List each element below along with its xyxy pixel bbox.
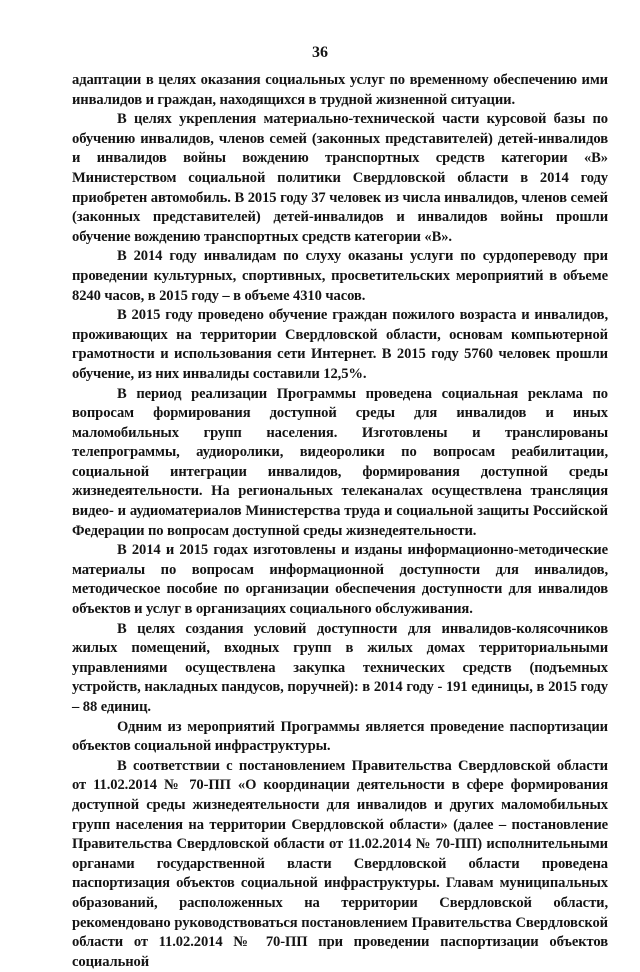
document-body xyxy=(72,71,608,972)
paragraph-training-base: В целях укрепления материально-технической части курсовой базы по обучению инвалидов, членов семей (законных представителей) детей-инвалидов и инвалидов войны вождению транспортных средств категории «В» Министерством социальной политики Свердловской области в 2014 году приобретен автомобиль. В 2015 году 37 человек из числа инвалидов, членов семей (законных представителей) детей-инвалидов и инвалидов войны прошли обучение вождению транспортных средств категории «В». xyxy=(72,111,608,245)
page-number: 36 xyxy=(312,44,328,61)
paragraph-wheelchair-access: В целях создания условий доступности для инвалидов-колясочников жилых помещений, входных групп в жилых домах территориальными управлениями осуществлена закупка технических средств (подъемных устройств, накладных пандусов, поручней): в 2014 году - 191 единицы, в 2015 году – 88 единиц. xyxy=(72,620,608,715)
paragraph-computer-literacy: В 2015 году проведено обучение граждан пожилого возраста и инвалидов, проживающих на территории Свердловской области, основам компьютерной грамотности и использования сети Интернет. В 2015 году 5760 человек прошли обучение, из них инвалиды составили 12,5%. xyxy=(72,307,608,382)
paragraph-sign-language: В 2014 году инвалидам по слуху оказаны услуги по сурдопереводу при проведении культурных, спортивных, просветительских мероприятий в объеме 8240 часов, в 2015 году – в объеме 4310 часов. xyxy=(72,248,608,304)
paragraph-passportization: Одним из мероприятий Программы является проведение паспортизации объектов социальной инфраструктуры. xyxy=(72,718,608,755)
paragraph-social-advertising: В период реализации Программы проведена социальная реклама по вопросам формирования доступной среды для инвалидов и иных маломобильных групп населения. Изготовлены и транслированы телепрограммы, аудиоролики, видеоролики по вопросам реабилитации, социальной интеграции инвалидов, формирования доступной среды жизнедеятельности. На региональных телеканалах осуществлена трансляция видео- и аудиоматериалов Министерства труда и социальной защиты Российской Федерации по вопросам доступной среды жизнедеятельности. xyxy=(72,385,608,539)
paragraph-methodical-materials: В 2014 и 2015 годах изготовлены и изданы информационно-методические материалы по вопросам информационной доступности для инвалидов, методическое пособие по организации обеспечения доступности для инвалидов объектов и услуг в организациях социального обслуживания. xyxy=(72,542,608,618)
paragraph-government-decree: В соответствии с постановлением Правительства Свердловской области от 11.02.2014 № 70-ПП «О координации деятельности в сфере формирования доступной среды жизнедеятельности для инвалидов и других маломобильных групп населения на территории Свердловской области» (далее – постановление Правительства Свердловской области от 11.02.2014 № 70-ПП) исполнительными органами государственной власти Свердловской области проведена паспортизация объектов социальной инфраструктуры. Главам муниципальных образований, расположенных на территории Свердловской области, рекомендовано руководствоваться постановлением Правительства Свердловской области от 11.02.2014 № 70-ПП при проведении паспортизации объектов социальной xyxy=(72,757,608,970)
paragraph-continuation: адаптации в целях оказания социальных услуг по временному обеспечению ими инвалидов и граждан, находящихся в трудной жизненной ситуации. xyxy=(72,72,608,108)
